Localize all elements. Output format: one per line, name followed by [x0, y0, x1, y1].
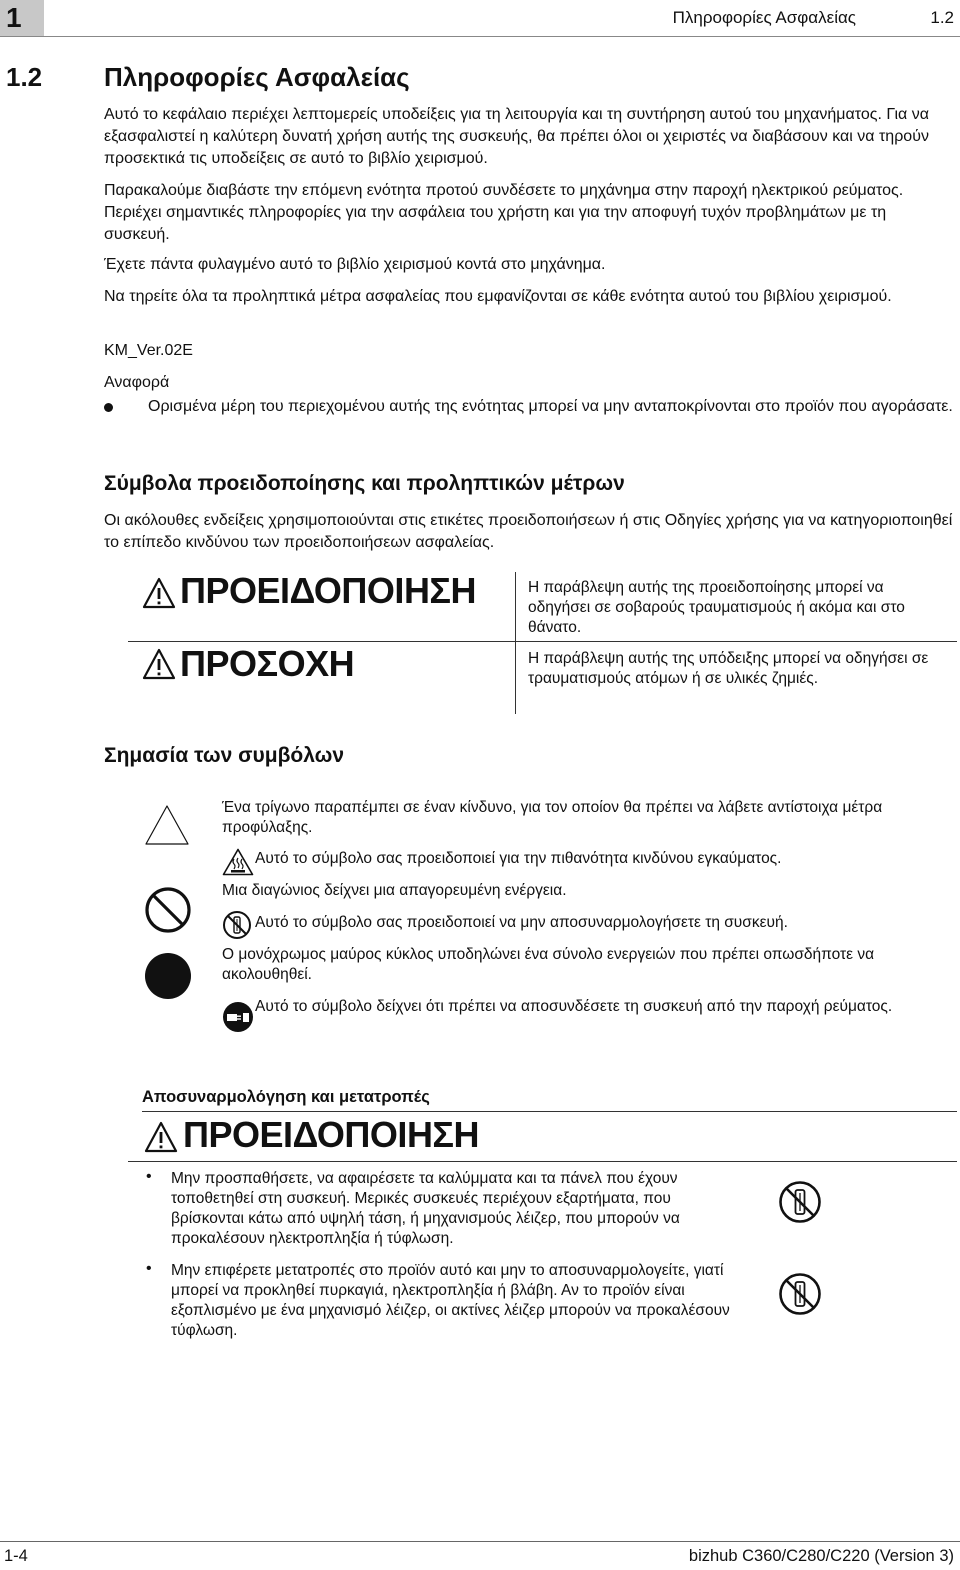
no-disassembly-text: Αυτό το σύμβολο σας προειδοποιεί να μην αποσυναρμολογήσετε τη συσκευή. [255, 914, 788, 931]
chapter-number: 1 [6, 2, 22, 33]
mandatory-description: Ο μονόχρωμος μαύρος κύκλος υποδηλώνει ένα σύνολο ενεργειών που πρέπει οπωσδήποτε να ακολουθηθεί. [222, 946, 875, 983]
prohibition-description: Μια διαγώνιος δείχνει μια απαγορευμένη ενέργεια. [222, 882, 567, 899]
no-disassembly-icon [222, 910, 252, 940]
warning-triangle-icon [142, 577, 176, 609]
warning-triangle-icon [144, 1121, 178, 1153]
burn-hazard-text: Αυτό το σύμβολο σας προειδοποιεί για την πιθανότητα κινδύνου εγκαύματος. [255, 850, 782, 867]
intro-paragraph-3: Έχετε πάντα φυλαγμένο αυτό το βιβλίο χειρισμού κοντά στο μηχάνημα. [104, 256, 606, 273]
no-disassembly-icon [778, 1272, 822, 1316]
table-divider-vertical [515, 572, 516, 714]
disassembly-title: Αποσυναρμολόγηση και μετατροπές [142, 1088, 430, 1106]
triangle-description: Ένα τρίγωνο παραπέμπει σε έναν κίνδυνο, για τον οποίον θα πρέπει να λάβετε αντίστοιχα μέτρα προφύλαξης. [222, 799, 883, 836]
bullet-icon [104, 403, 113, 412]
mandatory-action-icon [144, 952, 192, 1000]
signal-word-divider [128, 1161, 957, 1162]
no-disassembly-icon [778, 1180, 822, 1224]
disassembly-signal-word: ΠΡΟΕΙΔΟΠΟΙΗΣΗ [183, 1114, 480, 1155]
list-bullet: • [146, 1260, 152, 1277]
intro-paragraph-4: Να τηρείτε όλα τα προληπτικά μέτρα ασφαλείας που εμφανίζονται σε κάθε ενότητα αυτού του βιβλίου χειρισμού. [104, 288, 892, 305]
disassembly-title-divider [142, 1111, 957, 1112]
section-number: 1.2 [6, 62, 43, 92]
warning-signal-word: ΠΡΟΕΙΔΟΠΟΙΗΣΗ [180, 570, 477, 611]
warning-symbols-text: Οι ακόλουθες ενδείξεις χρησιμοποιούνται στις ετικέτες προειδοποιήσεων ή στις Οδηγίες χρήσης για να κατηγοριοποιηθεί το επίπεδο κινδύνου των προειδοποιήσεων ασφαλείας. [104, 512, 953, 551]
reference-label: Αναφορά [104, 374, 170, 391]
warning-description: Η παράβλεψη αυτής της προειδοποίησης μπορεί να οδηγήσει σε σοβαρούς τραυματισμούς ή ακόμα και στο θάνατο. [528, 579, 905, 636]
section-title-text: Πληροφορίες Ασφαλείας [104, 62, 410, 92]
header-divider [0, 36, 960, 37]
running-section-number: 1.2 [930, 8, 954, 27]
caution-triangle-icon [142, 648, 176, 680]
caution-description: Η παράβλεψη αυτής της υπόδειξης μπορεί να οδηγήσει σε τραυματισμούς ατόμων ή σε υλικές ζημιές. [528, 650, 929, 687]
hazard-triangle-icon [144, 804, 190, 846]
table-divider-horizontal [128, 641, 957, 642]
product-name: bizhub C360/C280/C220 (Version 3) [688, 1547, 954, 1565]
caution-signal-word: ΠΡΟΣΟΧΗ [180, 643, 355, 684]
list-bullet: • [146, 1168, 152, 1185]
prohibition-icon [144, 886, 192, 934]
page-number: 1-4 [4, 1547, 28, 1565]
intro-paragraph-1: Αυτό το κεφάλαιο περιέχει λεπτομερείς υποδείξεις για τη λειτουργία και τη συντήρηση αυτού του μηχανήματος. Για να εξασφαλιστεί η καλύτερη δυνατή χρήση αυτής της συσκευής, θα πρέπει όλοι οι χειριστές να διαβάσουν και να τηρούν προσεκτικά τις υποδείξεις σε αυτό το βιβλίο χειρισμού. [104, 106, 929, 167]
warning-symbols-heading: Σύμβολα προειδοποίησης και προληπτικών μέτρων [104, 472, 625, 495]
running-title: Πληροφορίες Ασφαλείας [672, 8, 856, 27]
disassembly-item-1: Μην προσπαθήσετε, να αφαιρέσετε τα καλύμματα και τα πάνελ που έχουν τοποθετηθεί στη συσκευή. Μερικές συσκευές περιέχουν εξαρτήματα, που βρίσκονται κάτω από υψηλή τάση, ή μηχανισμούς λέιζερ, που μπορούν να προκαλέσουν ηλεκτροπληξία ή τύφλωση. [171, 1170, 680, 1247]
section-title [6, 62, 410, 93]
disassembly-item-2: Μην επιφέρετε μετατροπές στο προϊόν αυτό και μην το αποσυναρμολογείτε, γιατί μπορεί να προκληθεί πυρκαγιά, ηλεκτροπληξία ή βλάβη. Αν το προϊόν είναι εξοπλισμένο με ένα μηχανισμό λέιζερ, οι ακτίνες λέιζερ μπορούν να προκαλέσουν τύφλωση. [171, 1262, 730, 1339]
unplug-text: Αυτό το σύμβολο δείχνει ότι πρέπει να αποσυνδέσετε τη συσκευή από την παροχή ρεύματος. [255, 998, 893, 1015]
footer-divider [0, 1541, 960, 1542]
burn-hazard-icon [222, 848, 254, 876]
symbol-meanings-heading: Σημασία των συμβόλων [104, 744, 345, 767]
unplug-icon [222, 1001, 254, 1033]
version-code: KM_Ver.02E [104, 342, 193, 359]
reference-bullet-text: Ορισμένα μέρη του περιεχομένου αυτής της ενότητας μπορεί να μην ανταποκρίνονται στο προϊόν που αγοράσατε. [148, 398, 953, 415]
intro-paragraph-2: Παρακαλούμε διαβάστε την επόμενη ενότητα προτού συνδέσετε το μηχάνημα στην παροχή ηλεκτρικού ρεύματος. Περιέχει σημαντικές πληροφορίες για την ασφάλεια του χρήστη και για την αποφυγή τυχόν προβλημάτων με τη συσκευή. [104, 182, 904, 243]
